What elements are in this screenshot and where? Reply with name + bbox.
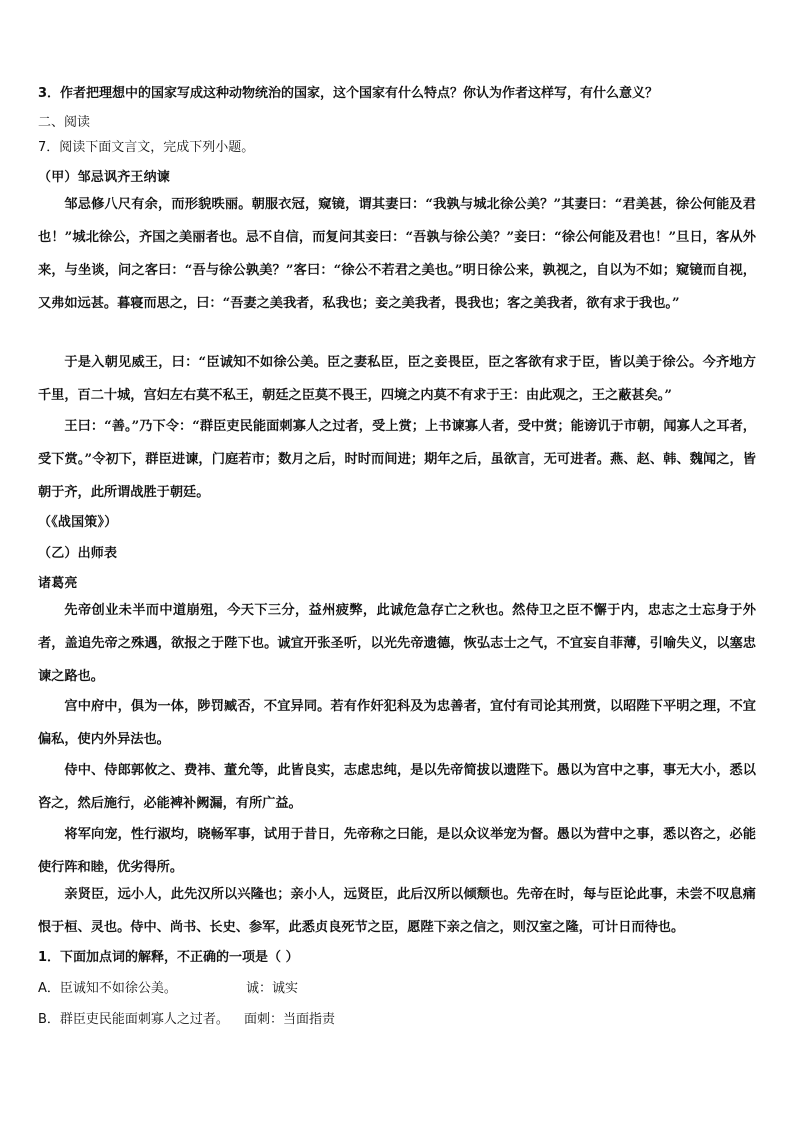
passage-jia-paragraph-2: 于是入朝见威王，曰：“臣诚知不如徐公美。臣之妻私臣，臣之妾畏臣，臣之客欲有求于臣，皆以美于徐公。今齐地方千里，百二十城，宫妇左右莫不私王，朝廷之臣莫不畏王，四境之内莫不有求于王：由此观之，王之蔽甚矣。” xyxy=(38,355,756,403)
passage-yi-paragraph-5: 亲贤臣，远小人，此先汉所以兴隆也；亲小人，远贤臣，此后汉所以倾颓也。先帝在时，每与臣论此事，未尝不叹息痛恨于桓、灵也。侍中、尚书、长史、参军，此悉贞良死节之臣，愿陛下亲之信之，则汉室之隆，可计日而待也。 xyxy=(38,887,756,935)
passage-yi-author: 诸葛亮 xyxy=(38,576,78,591)
passage-jia-source: （《战国策》） xyxy=(38,515,118,530)
section-heading-reading: 二、阅读 xyxy=(38,115,91,130)
option-a xyxy=(38,977,299,996)
option-b xyxy=(38,1008,336,1027)
question-7: 7．阅读下面文言文，完成下列小题。 xyxy=(38,140,255,155)
passage-yi-paragraph-2: 宫中府中，俱为一体，陟罚臧否，不宜异同。若有作奸犯科及为忠善者，宜付有司论其刑赏，以昭陛下平明之理，不宜偏私，使内外异法也。 xyxy=(38,699,756,747)
passage-jia-paragraph-3: 王曰：“善。”乃下令：“群臣吏民能面刺寡人之过者，受上赏；上书谏寡人者，受中赏；能谤讥于市朝，闻寡人之耳者，受下赏。”令初下，群臣进谏，门庭若市；数月之后，时时而间进；期年之后，虽欲言，无可进者。燕、赵、韩、魏闻之，皆朝于齐，此所谓战胜于朝廷。 xyxy=(38,419,756,500)
passage-yi-paragraph-1: 先帝创业未半而中道崩殂，今天下三分，益州疲弊，此诚危急存亡之秋也。然侍卫之臣不懈于内，忠志之士忘身于外者，盖追先帝之殊遇，欲报之于陛下也。诚宜开张圣听，以光先帝遗德，恢弘志士之气，不宜妄自菲薄，引喻失义，以塞忠谏之路也。 xyxy=(38,603,756,684)
passage-yi-paragraph-3: 侍中、侍郎郭攸之、费祎、董允等，此皆良实，志虑忠纯，是以先帝简拔以遗陛下。愚以为宫中之事，事无大小，悉以咨之，然后施行，必能裨补阙漏，有所广益。 xyxy=(38,763,756,811)
option-a-text: A．臣诚知不如徐公美。 xyxy=(38,981,177,996)
sub-question-1: 1．下面加点词的解释，不正确的一项是（ ） xyxy=(38,950,299,965)
option-b-meaning: 面刺：当面指责 xyxy=(244,1012,336,1027)
option-b-text: B．群臣吏民能面刺寡人之过者。 xyxy=(38,1012,229,1027)
passage-jia-paragraph-1: 邹忌修八尺有余，而形貌昳丽。朝服衣冠，窥镜，谓其妻曰：“我孰与城北徐公美？”其妻曰：“君美甚，徐公何能及君也！”城北徐公，齐国之美丽者也。忌不自信，而复问其妾曰：“吾孰与徐公美？”妾曰：“徐公何能及君也！”旦日，客从外来，与坐谈，问之客曰：“吾与徐公孰美？”客曰：“徐公不若君之美也。”明日徐公来，孰视之，自以为不如；窥镜而自视，又弗如远甚。暮寝而思之，曰：“吾妻之美我者，私我也；妾之美我者，畏我也；客之美我者，欲有求于我也。” xyxy=(38,197,756,311)
passage-jia-title: （甲）邹忌讽齐王纳谏 xyxy=(38,170,171,185)
passage-yi-paragraph-4: 将军向宠，性行淑均，晓畅军事，试用于昔日，先帝称之曰能，是以众议举宠为督。愚以为营中之事，悉以咨之，必能使行阵和睦，优劣得所。 xyxy=(38,827,756,875)
passage-yi-title: （乙）出师表 xyxy=(38,546,118,561)
question-3: 3．作者把理想中的国家写成这种动物统治的国家，这个国家有什么特点？你认为作者这样写，有什么意义？ xyxy=(38,86,659,101)
option-a-meaning: 诚：诚实 xyxy=(246,981,299,996)
